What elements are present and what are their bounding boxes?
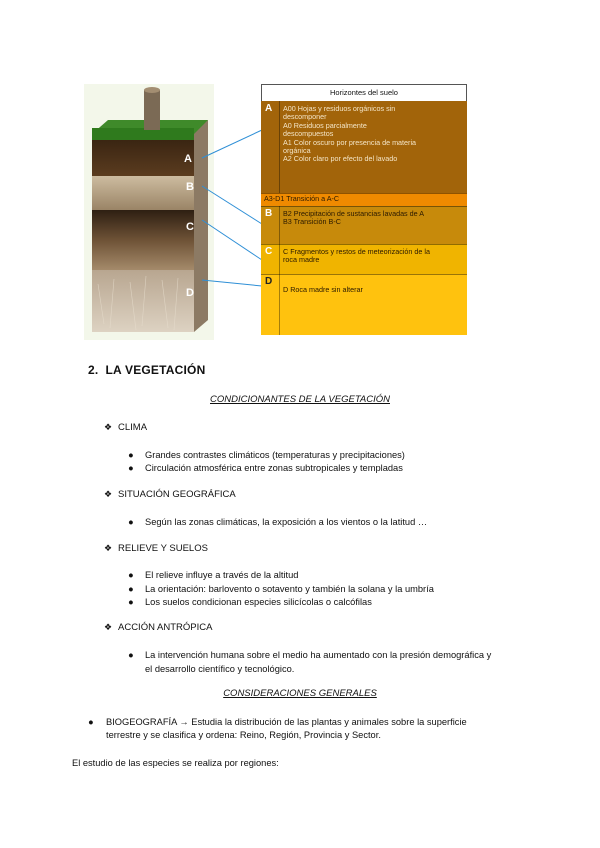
table-title: Horizontes del suelo (261, 84, 467, 102)
group-accion-heading (104, 622, 213, 633)
bullet-icon: ● (128, 570, 134, 580)
row-horizon-d (261, 274, 467, 335)
soil-horizons-table (261, 84, 467, 335)
row-d-text: D Roca madre sin alterar (283, 285, 363, 294)
bullet-icon: ● (128, 517, 134, 527)
group-title: RELIEVE Y SUELOS (118, 543, 208, 554)
subtitle-consideraciones: CONSIDERACIONES GENERALES (223, 688, 377, 699)
soil-label-b: B (186, 181, 194, 193)
row-ad-text: A3-D1 Transición a A-C (264, 194, 340, 203)
group-clima-heading (104, 422, 147, 433)
subtitle-condicionantes: CONDICIONANTES DE LA VEGETACIÓN (210, 394, 390, 405)
bio-bullet-icon: ● (88, 717, 94, 727)
section-number: 2. (88, 363, 99, 377)
group-relieve-heading (104, 543, 208, 554)
row-a-letter: A (265, 103, 273, 114)
group-title: ACCIÓN ANTRÓPICA (118, 622, 213, 633)
group-title: CLIMA (118, 422, 148, 433)
bullet-icon: ● (128, 597, 134, 607)
soil-label-d: D (186, 287, 194, 299)
row-horizon-b (261, 206, 467, 244)
soil-label-a: A (184, 153, 192, 165)
row-b-text: B2 Precipitación de sustancias lavadas de A B3 Transición B-C (283, 209, 425, 227)
row-horizon-a (261, 101, 467, 193)
bio-line-1: BIOGEOGRAFÍA → Estudia la distribución de las plantas y animales sobre la superficie (106, 717, 467, 727)
group-situacion-heading (104, 489, 236, 500)
row-transition-ad (261, 193, 467, 206)
diamond-bullet-icon: ❖ (104, 422, 113, 432)
diamond-bullet-icon: ❖ (104, 543, 113, 553)
row-c-text: C Fragmentos y restos de meteorización de la roca madre (283, 247, 431, 265)
row-a-text: A00 Hojas y residuos orgánicos sin descomponer A0 Residuos parcialmente descompuestos A1 Color oscuro por presencia de materia orgánica A2 Color claro por efecto del lavado (283, 104, 417, 164)
bullet-icon: ● (128, 650, 134, 660)
bio-line-2: terrestre y se clasifica y ordena: Reino, Región, Provincia y Sector. (106, 730, 381, 740)
group-title: SITUACIÓN GEOGRÁFICA (118, 489, 236, 500)
row-d-letter: D (265, 276, 273, 287)
closing-paragraph: El estudio de las especies se realiza por regiones: (72, 758, 279, 768)
bullet-icon: ● (128, 463, 134, 473)
bullet-icon: ● (128, 584, 134, 594)
section-heading (88, 363, 205, 377)
bullet-icon: ● (128, 450, 134, 460)
row-horizon-c (261, 244, 467, 274)
diamond-bullet-icon: ❖ (104, 622, 113, 632)
row-b-letter: B (265, 208, 273, 219)
row-c-letter: C (265, 246, 273, 257)
section-title: LA VEGETACIÓN (105, 363, 206, 377)
diamond-bullet-icon: ❖ (104, 489, 113, 499)
soil-label-c: C (186, 221, 194, 233)
soil-horizons-figure (84, 84, 469, 340)
